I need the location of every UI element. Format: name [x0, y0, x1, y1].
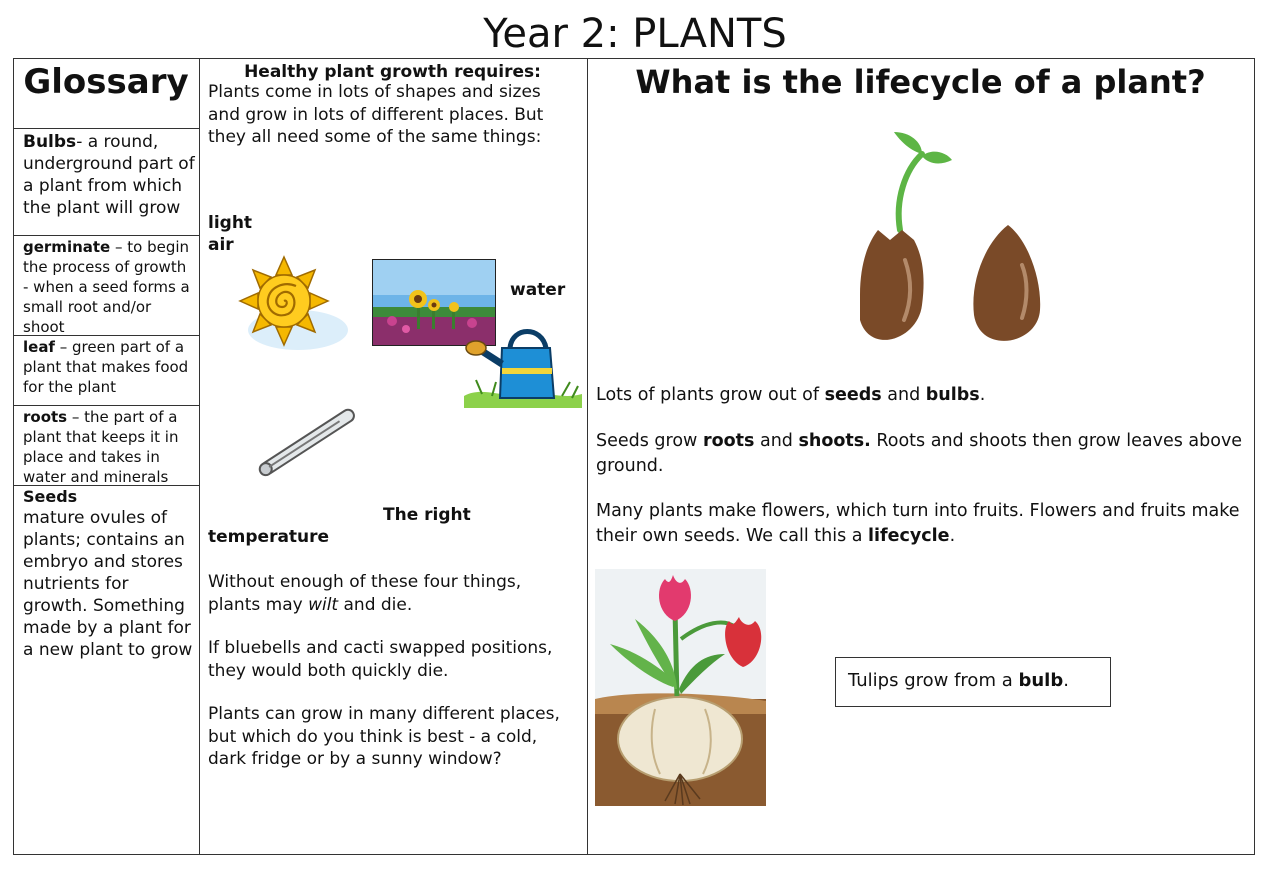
glossary-term: germinate	[23, 238, 111, 256]
tulip-caption-text: Tulips grow from a	[848, 670, 1019, 691]
growth-paragraph-question: Plants can grow in many different places, but which do you think is best - a cold, dark fridge or by a sunny window?	[208, 704, 560, 769]
label-temperature-1: The right	[383, 505, 471, 525]
glossary-definition: – to begin the process of growth - when a seed forms a small root and/or shoot	[23, 238, 190, 336]
lifecycle-text: and	[754, 431, 799, 451]
column-divider-1	[199, 59, 200, 854]
column-divider-2	[587, 59, 588, 854]
growth-heading: Healthy plant growth requires:	[244, 62, 541, 82]
glossary-term: Bulbs	[23, 132, 77, 152]
lifecycle-bold: shoots.	[798, 431, 871, 451]
glossary-term: roots	[23, 408, 68, 426]
label-light: light	[208, 213, 253, 233]
lifecycle-paragraph-2	[596, 429, 1246, 479]
watering-can-icon	[462, 316, 584, 410]
seeds-image	[850, 130, 1050, 355]
lifecycle-bold: roots	[702, 431, 755, 451]
glossary-entry-bulbs	[23, 131, 195, 219]
glossary-term: leaf	[23, 338, 55, 356]
growth-text: Without enough of these four things, plants may	[208, 572, 522, 615]
glossary-row-divider	[14, 405, 199, 406]
glossary-definition: – the part of a plant that keeps it in place and takes in water and minerals	[23, 408, 179, 486]
glossary-row-divider	[14, 235, 199, 236]
lifecycle-text: and	[881, 385, 926, 405]
lifecycle-text: Seeds grow	[596, 431, 703, 451]
tulip-caption-text: .	[1063, 670, 1069, 691]
sun-icon	[228, 255, 353, 355]
tulip-caption-bold: bulb	[1018, 670, 1064, 691]
lifecycle-text: Many plants make flowers, which turn into fruits. Flowers and fruits make their own seeds. We call this a	[596, 501, 1240, 546]
glossary-entry-roots	[23, 407, 195, 487]
lifecycle-text: Lots of plants grow out of	[596, 385, 825, 405]
glossary-entry-seeds	[23, 487, 195, 661]
lifecycle-text: .	[949, 526, 956, 546]
label-water: water	[510, 280, 566, 300]
lifecycle-text: .	[979, 385, 986, 405]
glossary-heading: Glossary	[23, 62, 189, 102]
glossary-term: Seeds	[23, 487, 78, 506]
lifecycle-bold: seeds	[824, 385, 882, 405]
growth-paragraph-bluebells: If bluebells and cacti swapped positions, they would both quickly die.	[208, 638, 553, 681]
glossary-entry-germinate	[23, 237, 195, 337]
glossary-definition: - a round, underground part of a plant from which the plant will grow	[23, 132, 195, 218]
page-title: Year 2: PLANTS	[483, 11, 787, 57]
growth-intro: Plants come in lots of shapes and sizes and grow in lots of different places. But they all need some of the same things:	[208, 82, 544, 147]
glossary-definition: mature ovules of plants; contains an embryo and stores nutrients for growth. Something made by a plant for a new plant to grow	[23, 508, 193, 660]
glossary-row-divider	[14, 128, 199, 129]
thermometer-icon	[246, 405, 368, 480]
growth-text: and die.	[338, 594, 413, 615]
lifecycle-heading: What is the lifecycle of a plant?	[635, 63, 1206, 101]
lifecycle-paragraph-3	[596, 499, 1246, 549]
lifecycle-text: Roots and shoots then grow leaves above ground.	[596, 431, 1243, 476]
label-air: air	[208, 235, 234, 255]
lifecycle-bold: lifecycle	[868, 526, 950, 546]
growth-paragraph-wilt	[208, 571, 578, 616]
label-temperature-2: temperature	[208, 527, 330, 547]
lifecycle-bold: bulbs	[925, 385, 980, 405]
tulip-bulb-image	[595, 569, 766, 806]
wilt-word: wilt	[308, 594, 339, 615]
tulip-caption-box	[835, 657, 1111, 707]
glossary-definition: – green part of a plant that makes food for the plant	[23, 338, 189, 396]
lifecycle-paragraph-1	[596, 383, 1246, 408]
glossary-entry-leaf	[23, 337, 195, 397]
